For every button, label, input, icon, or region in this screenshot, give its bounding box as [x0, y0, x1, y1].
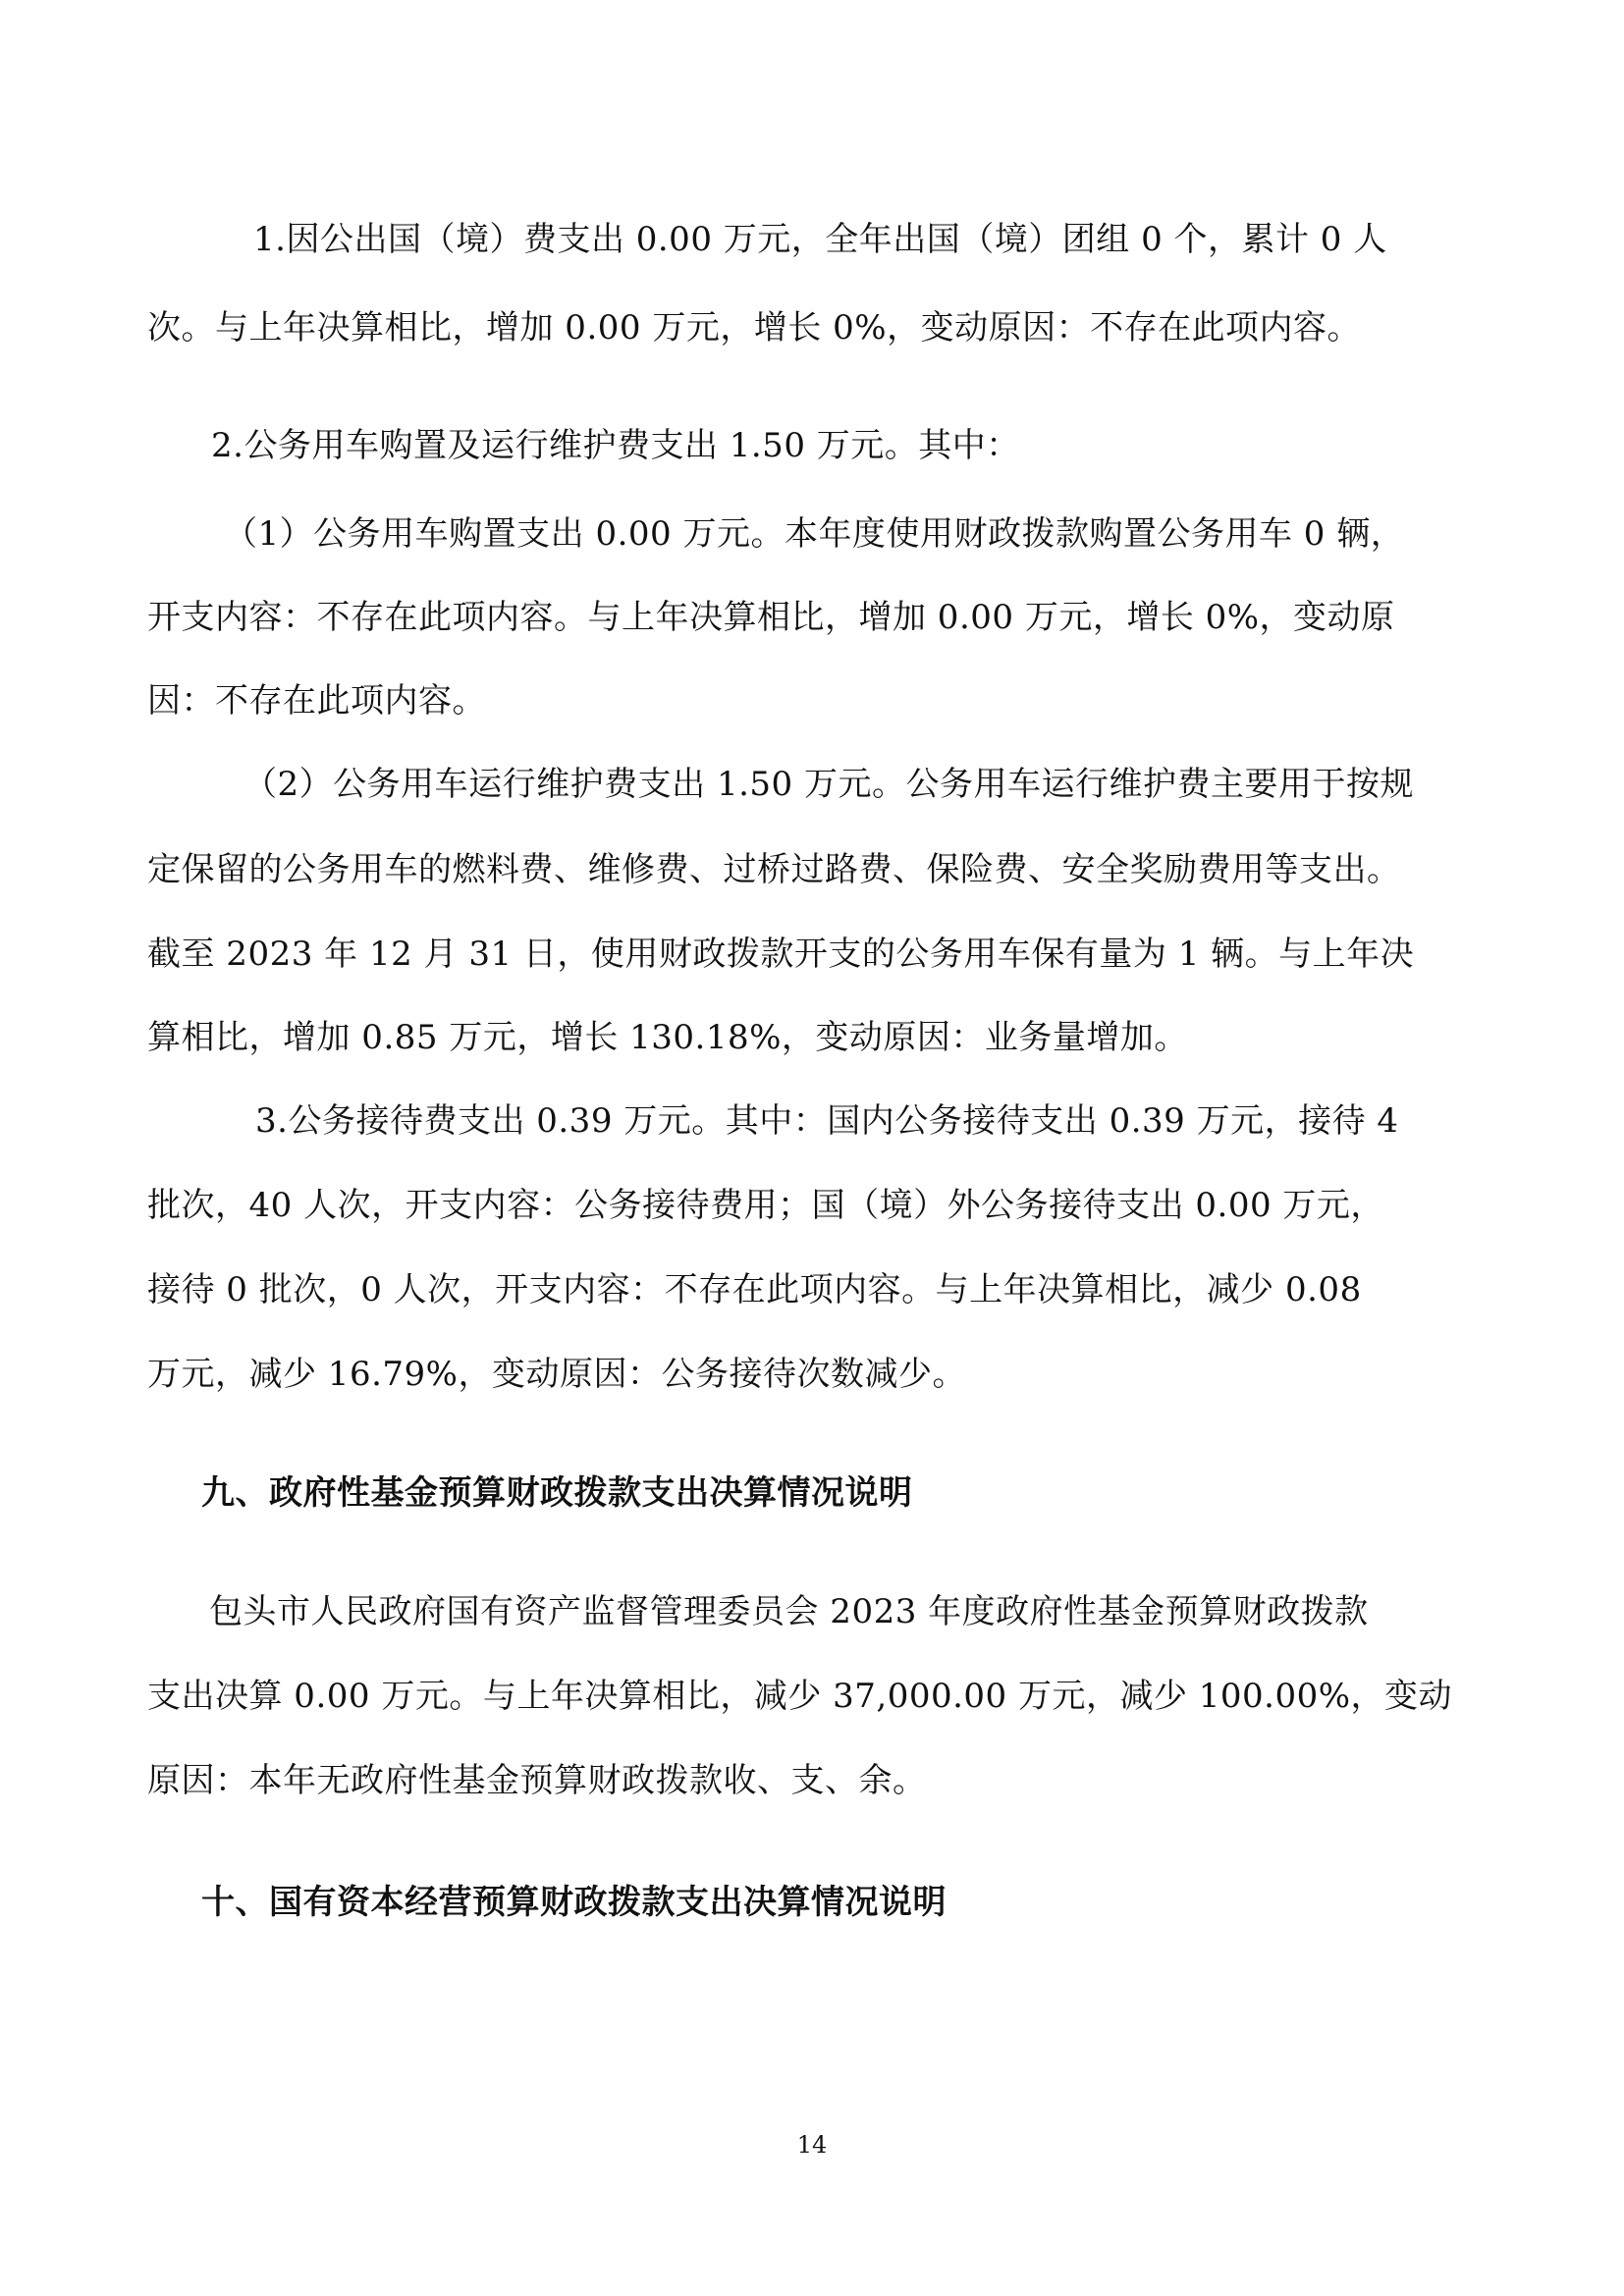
section-heading: 十、国有资本经营预算财政拨款支出决算情况说明	[201, 1883, 947, 1922]
paragraph-line: 因：不存在此项内容。	[147, 681, 486, 721]
paragraph-line: （1）公务用车购置支出 0.00 万元。本年度使用财政拨款购置公务用车 0 辆，	[224, 514, 1405, 554]
paragraph-line: 接待 0 批次，0 人次，开支内容：不存在此项内容。与上年决算相比，减少 0.08	[147, 1270, 1362, 1309]
paragraph-line: 原因：本年无政府性基金预算财政拨款收、支、余。	[147, 1761, 927, 1800]
paragraph-line: 定保留的公务用车的燃料费、维修费、过桥过路费、保险费、安全奖励费用等支出。	[147, 850, 1401, 889]
paragraph-line: （2）公务用车运行维护费支出 1.50 万元。公务用车运行维护费主要用于按规	[244, 765, 1414, 804]
paragraph-line: 开支内容：不存在此项内容。与上年决算相比，增加 0.00 万元，增长 0%，变动原	[147, 598, 1395, 637]
paragraph-line: 批次，40 人次，开支内容：公务接待费用；国（境）外公务接待支出 0.00 万元，	[147, 1186, 1384, 1225]
section-heading: 九、政府性基金预算财政拨款支出决算情况说明	[201, 1473, 913, 1513]
paragraph-line: 包头市人民政府国有资产监督管理委员会 2023 年度政府性基金预算财政拨款	[209, 1592, 1369, 1631]
page-number: 14	[796, 2131, 828, 2159]
paragraph-line: 支出决算 0.00 万元。与上年决算相比，减少 37,000.00 万元，减少 100.00%，变动	[147, 1677, 1453, 1716]
paragraph-line: 2.公务用车购置及运行维护费支出 1.50 万元。其中：	[211, 426, 1020, 465]
paragraph-line: 算相比，增加 0.85 万元，增长 130.18%，变动原因：业务量增加。	[147, 1018, 1188, 1057]
paragraph-line: 截至 2023 年 12 月 31 日，使用财政拨款开支的公务用车保有量为 1 辆。与上年决	[147, 934, 1415, 974]
paragraph-line: 3.公务接待费支出 0.39 万元。其中：国内公务接待支出 0.39 万元，接待 4	[255, 1101, 1399, 1141]
paragraph-line: 万元，减少 16.79%，变动原因：公务接待次数减少。	[147, 1355, 966, 1394]
paragraph-line: 1.因公出国（境）费支出 0.00 万元，全年出国（境）团组 0 个，累计 0 人	[253, 220, 1387, 259]
paragraph-line: 次。与上年决算相比，增加 0.00 万元，增长 0%，变动原因：不存在此项内容。	[147, 308, 1362, 347]
